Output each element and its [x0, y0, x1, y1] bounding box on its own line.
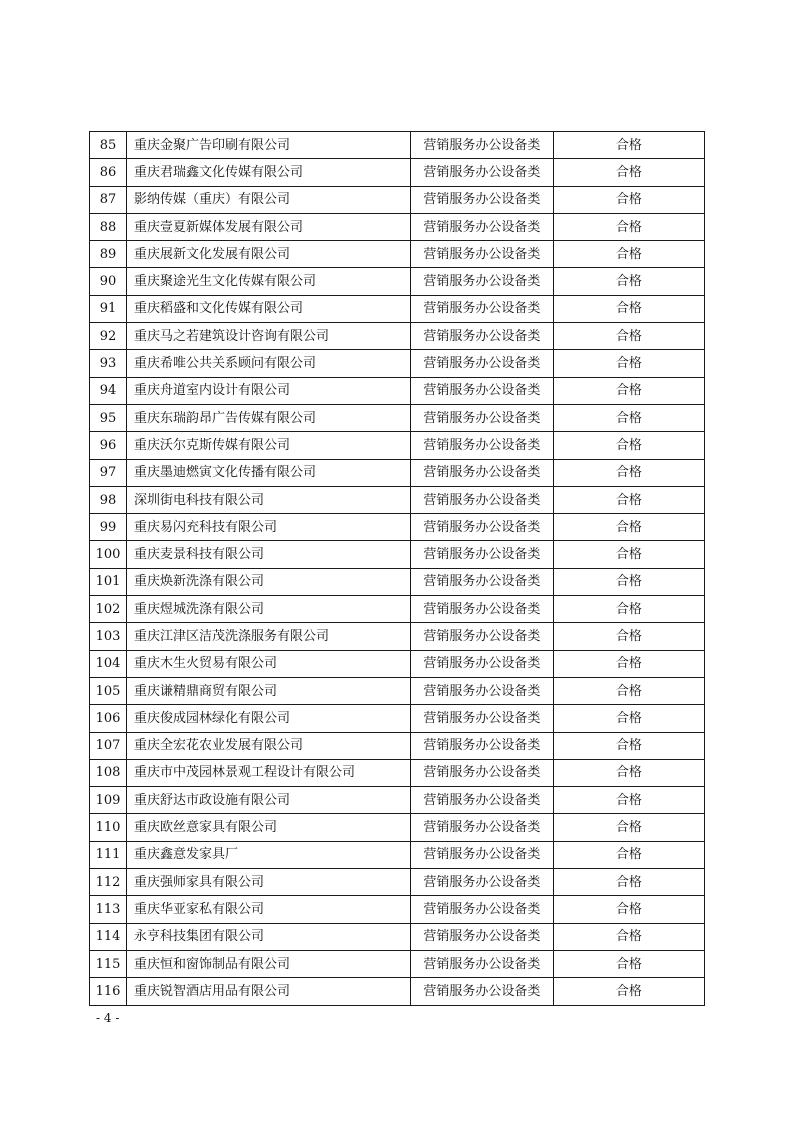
- result-cell: 合格: [553, 623, 704, 650]
- table-row: [90, 159, 705, 186]
- category-cell: 营销服务办公设备类: [410, 869, 553, 896]
- result-cell: 合格: [553, 377, 704, 404]
- table-row: [90, 978, 705, 1005]
- row-number: 96: [90, 432, 127, 459]
- result-cell: 合格: [553, 705, 704, 732]
- category-cell: 营销服务办公设备类: [410, 404, 553, 431]
- table-row: [90, 896, 705, 923]
- company-name: 重庆强师家具有限公司: [127, 869, 411, 896]
- row-number: 115: [90, 950, 127, 977]
- table-row: [90, 568, 705, 595]
- table-row: [90, 869, 705, 896]
- inspection-results-table: [89, 131, 705, 1006]
- company-name: 重庆欧丝意家具有限公司: [127, 814, 411, 841]
- table-row: [90, 759, 705, 786]
- company-name: 重庆全宏花农业发展有限公司: [127, 732, 411, 759]
- company-name: 重庆东瑞韵昂广告传媒有限公司: [127, 404, 411, 431]
- category-cell: 营销服务办公设备类: [410, 568, 553, 595]
- category-cell: 营销服务办公设备类: [410, 132, 553, 159]
- table-row: [90, 596, 705, 623]
- result-cell: 合格: [553, 132, 704, 159]
- company-name: 重庆锐智酒店用品有限公司: [127, 978, 411, 1005]
- result-cell: 合格: [553, 650, 704, 677]
- company-name: 重庆墨迪燃寅文化传播有限公司: [127, 459, 411, 486]
- category-cell: 营销服务办公设备类: [410, 159, 553, 186]
- table-body: [90, 132, 705, 1006]
- result-cell: 合格: [553, 323, 704, 350]
- category-cell: 营销服务办公设备类: [410, 459, 553, 486]
- result-cell: 合格: [553, 841, 704, 868]
- table-row: [90, 132, 705, 159]
- table-row: [90, 377, 705, 404]
- category-cell: 营销服务办公设备类: [410, 677, 553, 704]
- table-row: [90, 705, 705, 732]
- category-cell: 营销服务办公设备类: [410, 432, 553, 459]
- table-row: [90, 732, 705, 759]
- row-number: 99: [90, 514, 127, 541]
- company-name: 重庆舟道室内设计有限公司: [127, 377, 411, 404]
- row-number: 108: [90, 759, 127, 786]
- table-row: [90, 268, 705, 295]
- result-cell: 合格: [553, 268, 704, 295]
- category-cell: 营销服务办公设备类: [410, 541, 553, 568]
- result-cell: 合格: [553, 568, 704, 595]
- category-cell: 营销服务办公设备类: [410, 350, 553, 377]
- table-row: [90, 923, 705, 950]
- category-cell: 营销服务办公设备类: [410, 814, 553, 841]
- row-number: 100: [90, 541, 127, 568]
- row-number: 90: [90, 268, 127, 295]
- company-name: 重庆焕新洗涤有限公司: [127, 568, 411, 595]
- category-cell: 营销服务办公设备类: [410, 759, 553, 786]
- company-name: 重庆舒达市政设施有限公司: [127, 787, 411, 814]
- category-cell: 营销服务办公设备类: [410, 896, 553, 923]
- result-cell: 合格: [553, 759, 704, 786]
- category-cell: 营销服务办公设备类: [410, 268, 553, 295]
- row-number: 114: [90, 923, 127, 950]
- company-name: 重庆易闪充科技有限公司: [127, 514, 411, 541]
- company-name: 重庆谦精鼎商贸有限公司: [127, 677, 411, 704]
- result-cell: 合格: [553, 541, 704, 568]
- row-number: 101: [90, 568, 127, 595]
- table-row: [90, 186, 705, 213]
- result-cell: 合格: [553, 459, 704, 486]
- row-number: 94: [90, 377, 127, 404]
- category-cell: 营销服务办公设备类: [410, 213, 553, 240]
- category-cell: 营销服务办公设备类: [410, 514, 553, 541]
- table-row: [90, 323, 705, 350]
- table-row: [90, 514, 705, 541]
- company-name: 重庆木生火贸易有限公司: [127, 650, 411, 677]
- table-row: [90, 650, 705, 677]
- table-row: [90, 404, 705, 431]
- result-cell: 合格: [553, 404, 704, 431]
- row-number: 107: [90, 732, 127, 759]
- table-row: [90, 432, 705, 459]
- category-cell: 营销服务办公设备类: [410, 596, 553, 623]
- row-number: 85: [90, 132, 127, 159]
- company-name: 重庆马之若建筑设计咨询有限公司: [127, 323, 411, 350]
- row-number: 97: [90, 459, 127, 486]
- company-name: 重庆希唯公共关系顾问有限公司: [127, 350, 411, 377]
- table-row: [90, 541, 705, 568]
- row-number: 116: [90, 978, 127, 1005]
- result-cell: 合格: [553, 432, 704, 459]
- result-cell: 合格: [553, 295, 704, 322]
- row-number: 111: [90, 841, 127, 868]
- category-cell: 营销服务办公设备类: [410, 241, 553, 268]
- result-cell: 合格: [553, 869, 704, 896]
- table-row: [90, 841, 705, 868]
- category-cell: 营销服务办公设备类: [410, 705, 553, 732]
- result-cell: 合格: [553, 896, 704, 923]
- result-cell: 合格: [553, 596, 704, 623]
- company-name: 重庆展新文化发展有限公司: [127, 241, 411, 268]
- row-number: 91: [90, 295, 127, 322]
- company-name: 重庆江津区洁茂洗涤服务有限公司: [127, 623, 411, 650]
- company-name: 重庆煜城洗涤有限公司: [127, 596, 411, 623]
- row-number: 102: [90, 596, 127, 623]
- result-cell: 合格: [553, 213, 704, 240]
- table-row: [90, 677, 705, 704]
- category-cell: 营销服务办公设备类: [410, 623, 553, 650]
- result-cell: 合格: [553, 814, 704, 841]
- table-row: [90, 486, 705, 513]
- table-row: [90, 787, 705, 814]
- category-cell: 营销服务办公设备类: [410, 323, 553, 350]
- category-cell: 营销服务办公设备类: [410, 377, 553, 404]
- category-cell: 营销服务办公设备类: [410, 950, 553, 977]
- company-name: 重庆聚途光生文化传媒有限公司: [127, 268, 411, 295]
- category-cell: 营销服务办公设备类: [410, 787, 553, 814]
- table-row: [90, 459, 705, 486]
- result-cell: 合格: [553, 514, 704, 541]
- row-number: 104: [90, 650, 127, 677]
- company-name: 重庆麦景科技有限公司: [127, 541, 411, 568]
- row-number: 93: [90, 350, 127, 377]
- category-cell: 营销服务办公设备类: [410, 650, 553, 677]
- table-row: [90, 950, 705, 977]
- company-name: 影纳传媒（重庆）有限公司: [127, 186, 411, 213]
- company-name: 重庆金聚广告印刷有限公司: [127, 132, 411, 159]
- row-number: 88: [90, 213, 127, 240]
- row-number: 105: [90, 677, 127, 704]
- result-cell: 合格: [553, 978, 704, 1005]
- company-name: 重庆恒和窗饰制品有限公司: [127, 950, 411, 977]
- table-row: [90, 350, 705, 377]
- result-cell: 合格: [553, 186, 704, 213]
- row-number: 89: [90, 241, 127, 268]
- row-number: 112: [90, 869, 127, 896]
- category-cell: 营销服务办公设备类: [410, 186, 553, 213]
- company-name: 重庆壹夏新媒体发展有限公司: [127, 213, 411, 240]
- result-cell: 合格: [553, 159, 704, 186]
- category-cell: 营销服务办公设备类: [410, 978, 553, 1005]
- table-row: [90, 295, 705, 322]
- company-name: 重庆市中茂园林景观工程设计有限公司: [127, 759, 411, 786]
- result-cell: 合格: [553, 241, 704, 268]
- table-row: [90, 623, 705, 650]
- company-name: 重庆俊成园林绿化有限公司: [127, 705, 411, 732]
- row-number: 106: [90, 705, 127, 732]
- category-cell: 营销服务办公设备类: [410, 732, 553, 759]
- row-number: 86: [90, 159, 127, 186]
- result-cell: 合格: [553, 677, 704, 704]
- row-number: 109: [90, 787, 127, 814]
- table-row: [90, 213, 705, 240]
- company-name: 重庆华亚家私有限公司: [127, 896, 411, 923]
- row-number: 113: [90, 896, 127, 923]
- company-name: 永亨科技集团有限公司: [127, 923, 411, 950]
- category-cell: 营销服务办公设备类: [410, 923, 553, 950]
- row-number: 87: [90, 186, 127, 213]
- category-cell: 营销服务办公设备类: [410, 295, 553, 322]
- result-cell: 合格: [553, 950, 704, 977]
- table-row: [90, 241, 705, 268]
- category-cell: 营销服务办公设备类: [410, 841, 553, 868]
- company-name: 重庆君瑞鑫文化传媒有限公司: [127, 159, 411, 186]
- row-number: 98: [90, 486, 127, 513]
- result-cell: 合格: [553, 787, 704, 814]
- table-row: [90, 814, 705, 841]
- company-name: 重庆稻盛和文化传媒有限公司: [127, 295, 411, 322]
- row-number: 103: [90, 623, 127, 650]
- result-cell: 合格: [553, 923, 704, 950]
- company-name: 深圳街电科技有限公司: [127, 486, 411, 513]
- result-cell: 合格: [553, 486, 704, 513]
- page-number: - 4 -: [96, 1011, 120, 1025]
- row-number: 110: [90, 814, 127, 841]
- result-cell: 合格: [553, 350, 704, 377]
- company-name: 重庆沃尔克斯传媒有限公司: [127, 432, 411, 459]
- result-cell: 合格: [553, 732, 704, 759]
- company-name: 重庆鑫意发家具厂: [127, 841, 411, 868]
- row-number: 92: [90, 323, 127, 350]
- row-number: 95: [90, 404, 127, 431]
- category-cell: 营销服务办公设备类: [410, 486, 553, 513]
